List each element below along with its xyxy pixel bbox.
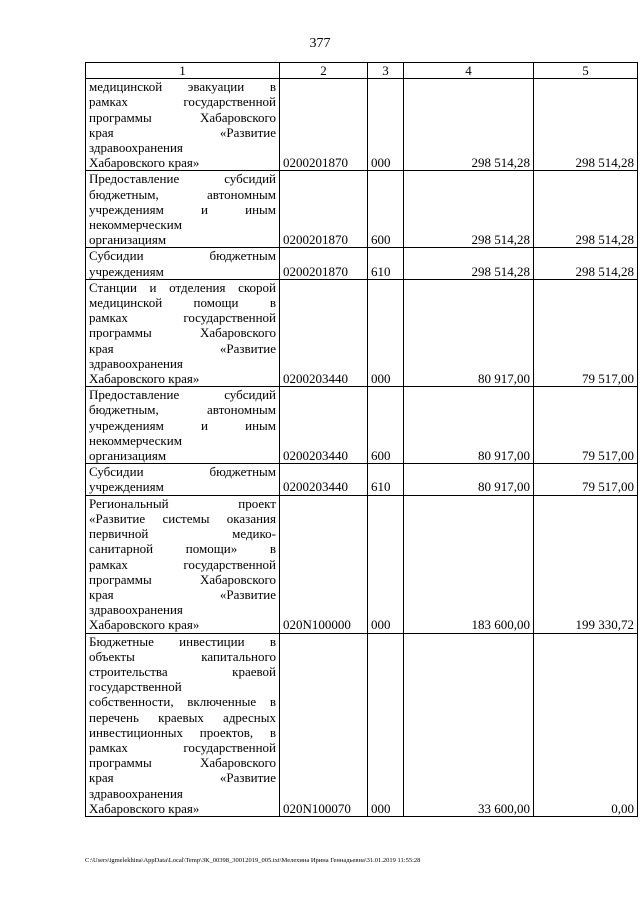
row-name-line: некоммерческим [89,217,182,233]
row-name-line: Станции и отделения скорой [89,279,276,295]
row-name-line: Предоставление субсидий [89,387,276,403]
row-name-line: края «Развитие [89,586,276,602]
budget-table [85,62,638,817]
page-number: 377 [309,36,331,51]
row-sum-2020: 298 514,28 [534,79,638,171]
row-name-line: программы Хабаровского [89,325,276,341]
row-sum-2020: 79 517,00 [534,464,638,495]
row-name-line: рамках государственной [89,310,276,326]
row-name-line: здравоохранения [89,355,183,371]
row-name-line: здравоохранения [89,140,183,156]
row-expense-type: 000 [368,633,404,816]
header-row [86,63,638,79]
row-name-line: объекты капитального [89,648,276,664]
row-name-line: перечень краевых адресных [89,709,276,725]
row-sum-2020: 0,00 [534,633,638,816]
row-code: 020N100000 [280,495,368,633]
header-col-5: 5 [534,63,638,79]
row-name [86,495,280,633]
row-name [86,171,280,248]
row-name-line: Региональный проект [89,495,276,511]
row-name-line: Хабаровского края» [89,617,200,633]
row-name-line: Субсидии бюджетным [89,248,276,264]
row-name [86,248,280,279]
row-name-line: медицинской помощи в [89,295,276,311]
row-code: 0200201870 [280,248,368,279]
row-name-line: учреждениям [89,479,164,495]
header-col-1: 1 [86,63,280,79]
row-name-line: рамках государственной [89,739,276,755]
row-name-line: первичной медико- [89,526,276,542]
row-name-line: Предоставление субсидий [89,171,276,187]
row-name-line: программы Хабаровского [89,755,276,771]
row-name [86,279,280,386]
row-expense-type: 000 [368,279,404,386]
row-name-line: здравоохранения [89,785,183,801]
row-name [86,79,280,171]
row-name-line: Хабаровского края» [89,371,200,387]
row-name [86,633,280,816]
row-name-line: Субсидии бюджетным [89,464,276,480]
row-name-line: государственной [89,679,182,695]
row-name-line: учреждениям и иным [89,417,276,433]
row-sum-2019: 298 514,28 [404,79,534,171]
row-name-line: края «Развитие [89,340,276,356]
row-name-line: Хабаровского края» [89,800,200,816]
row-name-line: организациям [89,232,167,248]
row-name-line: некоммерческим [89,432,182,448]
row-name-line: собственности, включенные в [89,694,276,710]
row-name [86,464,280,495]
row-name-line: строительства краевой [89,663,276,679]
row-name-line: организациям [89,448,167,464]
row-sum-2019: 33 600,00 [404,633,534,816]
row-name-line: края «Развитие [89,770,276,786]
row-expense-type: 000 [368,79,404,171]
row-name-line: программы Хабаровского [89,109,276,125]
row-expense-type: 600 [368,387,404,464]
table-row [86,633,638,816]
table-row [86,495,638,633]
row-sum-2019: 298 514,28 [404,171,534,248]
row-expense-type: 600 [368,171,404,248]
row-sum-2020: 79 517,00 [534,279,638,386]
header-col-2: 2 [280,63,368,79]
row-name-line: санитарной помощи» в [89,541,276,557]
table-row [86,248,638,279]
table-row [86,387,638,464]
row-code: 0200201870 [280,171,368,248]
row-name-line: Хабаровского края» [89,155,200,171]
row-sum-2020: 199 330,72 [534,495,638,633]
row-sum-2020: 298 514,28 [534,248,638,279]
row-sum-2019: 183 600,00 [404,495,534,633]
table-row [86,79,638,171]
header-col-4: 4 [404,63,534,79]
row-code: 020N100070 [280,633,368,816]
table-row [86,464,638,495]
row-code: 0200203440 [280,279,368,386]
row-name-line: учреждениям [89,263,164,279]
row-name-line: программы Хабаровского [89,571,276,587]
row-name-line: края «Развитие [89,124,276,140]
row-sum-2019: 80 917,00 [404,464,534,495]
file-path-footer: C:\Users\igmelekhina\AppData\Local\Temp\ЗК_00398_30012019_005.txt\Мелехина Ирина Геннадьевна\31.01.2019 11:55:28 [85,857,421,864]
table-row [86,171,638,248]
row-name-line: медицинской эвакуации в [89,79,276,95]
row-name-line: рамках государственной [89,94,276,110]
row-name-line: «Развитие системы оказания [89,510,276,526]
row-name-line: здравоохранения [89,602,183,618]
row-code: 0200203440 [280,387,368,464]
row-name-line: Бюджетные инвестиции в [89,633,276,649]
row-name-line: рамках государственной [89,556,276,572]
row-code: 0200201870 [280,79,368,171]
table-row [86,279,638,386]
row-sum-2020: 79 517,00 [534,387,638,464]
row-name [86,387,280,464]
row-sum-2019: 80 917,00 [404,279,534,386]
row-sum-2020: 298 514,28 [534,171,638,248]
row-expense-type: 000 [368,495,404,633]
row-sum-2019: 80 917,00 [404,387,534,464]
row-expense-type: 610 [368,464,404,495]
header-col-3: 3 [368,63,404,79]
row-name-line: бюджетным, автономным [89,186,276,202]
row-name-line: бюджетным, автономным [89,402,276,418]
row-name-line: инвестиционных проектов, в [89,724,276,740]
row-name-line: учреждениям и иным [89,201,276,217]
table-body [86,79,638,817]
row-sum-2019: 298 514,28 [404,248,534,279]
row-expense-type: 610 [368,248,404,279]
row-code: 0200203440 [280,464,368,495]
